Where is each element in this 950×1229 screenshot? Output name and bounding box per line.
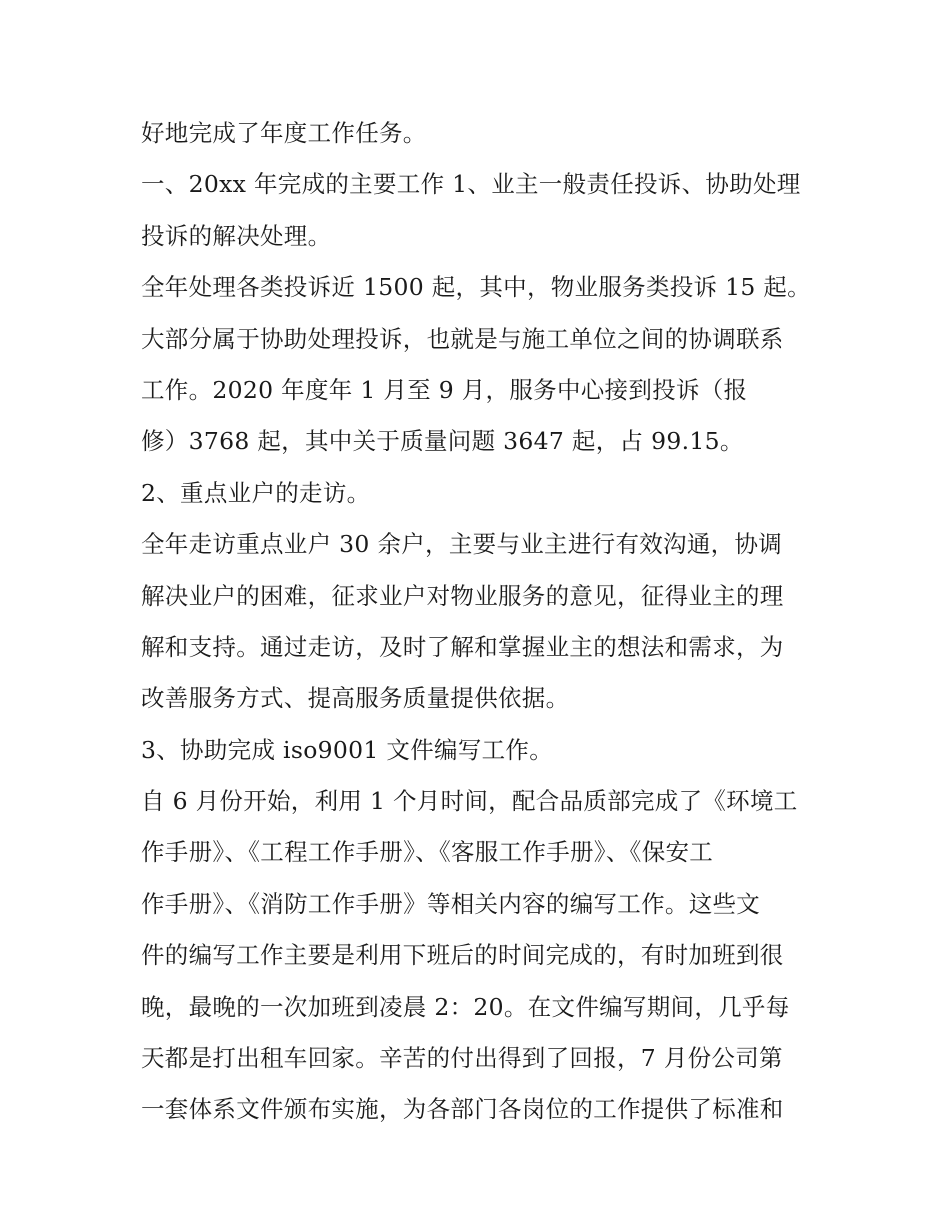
text-line: 好地完成了年度工作任务。 bbox=[141, 119, 427, 147]
text-line: 作手册》、《工程工作手册》、《客服工作手册》、《保安工 bbox=[141, 838, 714, 867]
text-line: 晚，最晚的一次加班到凌晨 2：20。在文件编写期间，几乎每 bbox=[141, 992, 790, 1021]
text-line: 件的编写工作主要是利用下班后的时间完成的，有时加班到很 bbox=[141, 941, 784, 970]
text-line: 作手册》、《消防工作手册》等相关内容的编写工作。这些文 bbox=[141, 889, 761, 918]
text-line: 大部分属于协助处理投诉，也就是与施工单位之间的协调联系 bbox=[141, 324, 784, 353]
text-line: 3、协助完成 iso9001 文件编写工作。 bbox=[141, 735, 554, 764]
text-line: 全年走访重点业户 30 余户，主要与业主进行有效沟通，协调 bbox=[141, 530, 783, 559]
text-line: 自 6 月份开始，利用 1 个月时间，配合品质部完成了《环境工 bbox=[141, 787, 798, 816]
text-line: 解和支持。通过走访，及时了解和掌握业主的想法和需求，为 bbox=[141, 632, 784, 661]
document-body bbox=[141, 108, 821, 1136]
text-line: 一套体系文件颁布实施，为各部门各岗位的工作提供了标准和 bbox=[141, 1095, 784, 1124]
text-line: 天都是打出租车回家。辛苦的付出得到了回报，7 月份公司第 bbox=[141, 1044, 783, 1073]
text-line: 改善服务方式、提高服务质量提供依据。 bbox=[141, 684, 570, 713]
text-line: 一、20xx 年完成的主要工作 1、业主一般责任投诉、协助处理 bbox=[141, 170, 801, 199]
text-line: 解决业户的困难，征求业户对物业服务的意见，征得业主的理 bbox=[141, 581, 784, 610]
text-line: 全年处理各类投诉近 1500 起，其中，物业服务类投诉 15 起。 bbox=[141, 273, 811, 302]
text-line: 2、重点业户的走访。 bbox=[141, 478, 371, 507]
text-line: 工作。2020 年度年 1 月至 9 月，服务中心接到投诉（报 bbox=[141, 375, 748, 404]
text-line: 投诉的解决处理。 bbox=[141, 221, 332, 250]
text-line: 修）3768 起，其中关于质量问题 3647 起，占 99.15。 bbox=[141, 427, 744, 456]
